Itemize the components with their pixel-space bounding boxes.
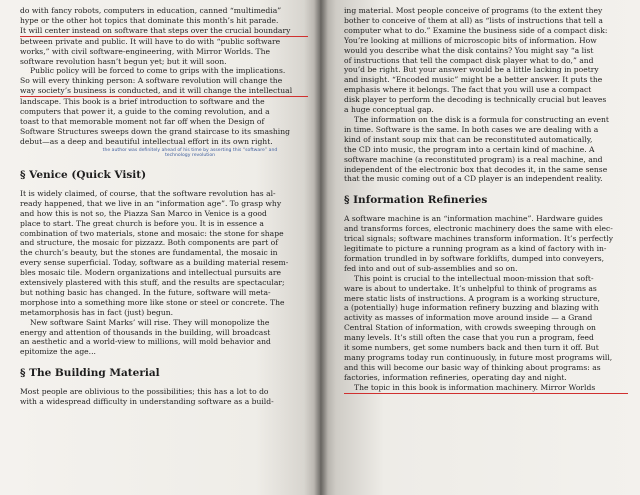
text-line: A software machine is an “information machine”. Hardware guides: [344, 214, 603, 224]
underlined-line: way society’s business is conducted, and it will change the intellectual: [20, 86, 308, 97]
text-line: of instructions that tell the compact disk player what to do,” and: [344, 55, 594, 65]
text-line: between private and public. It will have to do with “public software: [20, 36, 281, 46]
text-line: computer what to do.” Examine the business side of a compact disk:: [344, 25, 608, 35]
text-line: ing material. Most people conceive of programs (to the extent they: [344, 6, 603, 15]
text-line: ware is about to undertake. It’s unhelpful to think of programs as: [344, 283, 597, 293]
left-intro-text: [20, 6, 308, 147]
text-line: works,” with civil software-engineering, with Mirror Worlds. The: [20, 46, 270, 56]
right-intro-text: [344, 6, 628, 184]
text-line: factories, information refineries, operating day and night.: [344, 372, 567, 382]
text-line: but nothing basic has changed. In the future, software will meta-: [20, 287, 271, 297]
text-line: you’d be right. But your answer would be a little lacking in poetry: [344, 65, 599, 75]
text-line: that the music coming out of a CD player is an independent reality.: [344, 174, 603, 184]
text-line: toast to that memorable moment not far off when the Design of: [20, 116, 265, 126]
text-line: with a widespread difficulty in understanding software as a build-: [20, 397, 274, 407]
text-line: place to start. The great church is before you. It is in essence a: [20, 218, 264, 228]
text-line: debut—as a deep and beautiful intellectual effort in its own right.: [20, 136, 273, 146]
refineries-text: [344, 214, 628, 393]
text-line: would you describe what the disk contains? You might say “a list: [344, 45, 594, 55]
building-material-text: [20, 387, 308, 407]
text-line: it some numbers, get some numbers back and then turn it off. But: [344, 343, 599, 353]
text-line: many levels. It’s still often the case that you run a program, feed: [344, 333, 594, 343]
text-line: The information on the disk is a formula for constructing an event: [354, 114, 609, 124]
section-heading-information-refineries: § Information Refineries: [344, 194, 488, 207]
text-line: the church’s beauty, but the stones are fundamental, the mosaic in: [20, 248, 278, 258]
text-line: software revolution hasn’t begun yet; but it will soon.: [20, 56, 227, 66]
text-line: Most people are oblivious to the possibilities; this has a lot to do: [20, 387, 269, 397]
text-line: This point is crucial to the intellectual moon-mission that soft-: [354, 273, 594, 283]
text-line: bother to conceive of them at all) as “lists of instructions that tell a: [344, 15, 603, 25]
section-heading-venice: § Venice (Quick Visit): [20, 168, 147, 181]
text-line: mere static lists of instructions. A program is a working structure,: [344, 293, 600, 303]
underlined-line: It will center instead on software that steps over the crucial boundary: [20, 26, 308, 37]
venice-text: [20, 189, 308, 357]
book-spine-shadow: [314, 0, 328, 495]
text-line: It is widely claimed, of course, that the software revolution has al-: [20, 188, 276, 198]
text-line: computers that power it, a guide to the coming revolution, and a: [20, 107, 270, 117]
text-line: and how this is not so, the Piazza San Marco in Venice is a good: [20, 208, 267, 218]
text-line: Public policy will be forced to come to grips with the implications.: [30, 66, 286, 76]
text-line: combination of two materials, stone and mosaic: the stone for shape: [20, 228, 284, 238]
text-line: independent of the electronic box that decodes it, in the same sense: [344, 164, 608, 174]
text-line: bles mosaic tile. Modern organizations and intellectual pursuits are: [20, 268, 282, 278]
text-line: a (potentially) huge information refinery buzzing and blazing with: [344, 303, 599, 313]
text-line: New software Saint Marks’ will rise. They will monopolize the: [30, 317, 270, 327]
text-line: and transforms forces, electronic machinery does the same with elec-: [344, 224, 613, 234]
text-line: ready happened, that we live in an “information age”. To grasp why: [20, 198, 282, 208]
text-line: legitimate to picture a running program as a kind of factory with in-: [344, 244, 607, 254]
text-line: landscape. This book is a brief introduction to software and the: [20, 97, 265, 107]
text-line: energy and attention of thousands in the building, will broadcast: [20, 327, 271, 337]
text-line: formation trundled in by software forklifts, dumped into conveyers,: [344, 253, 605, 263]
text-line: activity as masses of information move around inside — a Grand: [344, 313, 593, 323]
text-line: So will every thinking person: A software revolution will change the: [20, 76, 283, 86]
text-line: fed into and out of sub-assemblies and so on.: [344, 263, 518, 273]
text-line: morphose into a something more like stone or steel or concrete. The: [20, 297, 285, 307]
text-line: and structure, the mosaic for pizzazz. Both components are part of: [20, 238, 279, 248]
text-line: kind of instant soup mix that can be reconstituted automatically,: [344, 134, 593, 144]
text-line: You’re looking at millions of microscopic bits of information. How: [344, 35, 597, 45]
text-line: in time. Software is the same. In both cases we are dealing with a: [344, 124, 599, 134]
text-line: and insight. “Encoded music” might be a better answer. It puts the: [344, 75, 603, 85]
margin-annotation: the author was definitely ahead of his time by asserting this “software” and technology revolution: [102, 147, 278, 159]
text-line: hype or the other hot topics that dominate this month’s hit parade.: [20, 15, 279, 25]
right-page: [320, 0, 640, 495]
text-line: metamorphosis has in fact (just) begun.: [20, 307, 174, 317]
text-line: emphasis where it belongs. The fact that you will use a compact: [344, 85, 592, 95]
text-line: a huge conceptual gap.: [344, 105, 434, 115]
text-line: do with fancy robots, computers in education, canned “multimedia”: [20, 6, 282, 15]
text-line: an aesthetic and a world-view to millions, will mold behavior and: [20, 337, 271, 347]
text-line: trical signals; software machines transform information. It’s perfectly: [344, 234, 614, 244]
text-line: and this will become our basic way of thinking about programs: as: [344, 362, 601, 372]
underlined-line: The topic in this book is information machinery. Mirror Worlds: [344, 383, 628, 394]
text-line: the CD into music, the program into a certain kind of machine. A: [344, 144, 595, 154]
text-line: Software Structures sweeps down the grand staircase to its smashing: [20, 126, 290, 136]
text-line: extensively plastered with this stuff, and the results are spectacular;: [20, 278, 285, 288]
text-line: disk player to perform the decoding is technically crucial but leaves: [344, 95, 607, 105]
text-line: every sense superficial. Today, software as a building material resem-: [20, 258, 289, 268]
text-line: many programs today run continuously, in future most programs will,: [344, 353, 613, 362]
text-line: software machine (a reconstituted program) is a real machine, and: [344, 154, 603, 164]
text-line: epitomize the age...: [20, 347, 96, 357]
text-line: Central Station of information, with crowds sweeping through on: [344, 323, 596, 333]
section-heading-building-material: § The Building Material: [20, 367, 160, 380]
